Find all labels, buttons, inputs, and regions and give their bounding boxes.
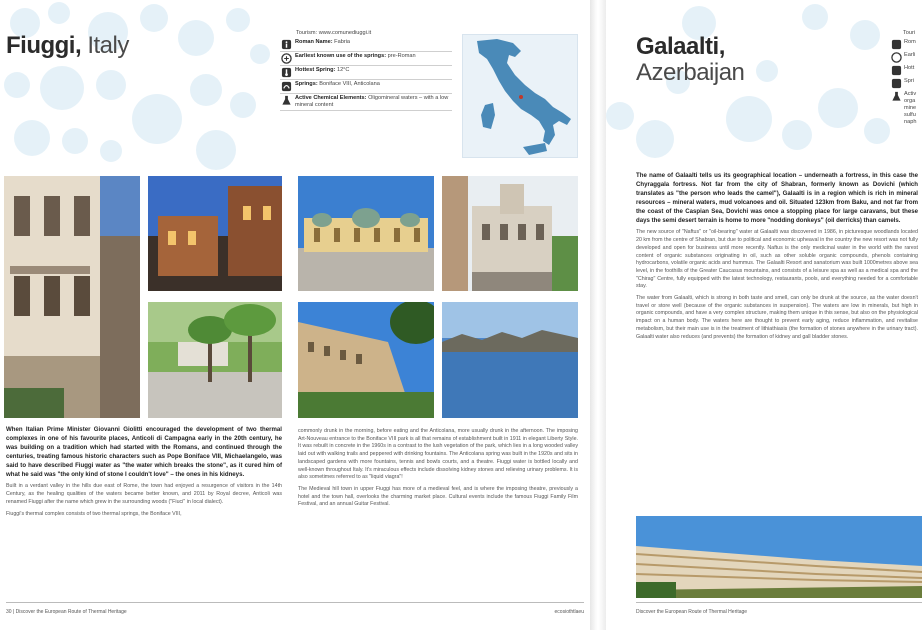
- decor-bubble: [250, 44, 270, 64]
- fact-row: [890, 78, 922, 89]
- title-country: Italy: [81, 32, 129, 59]
- decor-bubble: [62, 128, 88, 154]
- body-paragraph: The water from Galaalti, which is strong in both taste and smell, can only be drunk at the source, as the water doesn't travel or store well (because of the organic substances in suspension). The waters are low in minerals, but high in organic compounds, and have a very complex structure, making them unique in this sense, but also on the physiological impact on a human body. The waters here are thought to prevent early aging, reduce inflammation, and revitalise metabolism, but their main use is in the treatment of lithiathiasis (the formation of stones anywhere in the urinary tract). Galaalti water also reduces (and prevents) the formation of kidney and gall bladder stones.: [636, 295, 918, 340]
- flask-icon: [891, 91, 902, 102]
- decor-bubble: [818, 88, 858, 128]
- fact-label: Hottest Spring:: [295, 67, 336, 73]
- decor-bubble: [726, 96, 772, 142]
- body-paragraph: The new source of "Naftus" or "oil-bearing" water at Galaalti was discovered in 1986, in picturesque woodlands located 20 km from the centre of Shabran, but due to political and economic upheaval in the country the new resort was not fully developed and open for business until more recently. Naftus is the only medicinal water in the world with the rarest content of organic substances originating in oil, such as other soluble organic compounds, phenols containing hydrocarbons, volatile organic acids and hummus. The Galaalti Resort and sanatorium was built 1000metres above sea level, in the foothills of the Greater Caucasus mountains, and consists of a leisure spa as well as a medical spa and the "Chirag" Centre, fully equipped with the latest technology, restaurants, pools, and everything needed for a comfortable stay.: [636, 229, 918, 290]
- page-gutter: [590, 0, 606, 630]
- book-icon: [891, 52, 902, 63]
- tourism-url: Tourism: www.comunediuggi.it: [296, 30, 372, 36]
- body-paragraph: commonly drunk in the morning, before eating and the Anticolana, more usually drunk in the afternoon. The imposing Art-Nouveau entrance to the Boniface VIII park is all that remains of establishment built in 1911 in elegant Liberty Style. It was rebuilt in concrete in the 1960s in a contrast to the lush vegetation of the park, which lies in a long wooded valley laid out with walking trails and peppered with drinking fountains. The Anticolana spring was built in the 1920s and sits in landscaped gardens with more fountains, tennis and bowls courts, and a theatre. Fiuggi water is bottled locally and well-known throughout Italy. It's miraculous effects include dissolving kidney stones and relieving urinary problems. It is also sometimes referred to as "liquid viagra"!: [298, 428, 578, 481]
- body-paragraph: Fiuggi's thermal complex consists of two thermal springs, the Boniface VIII,: [6, 510, 182, 517]
- fact-label: Active Chemical Elements:: [295, 95, 367, 101]
- decor-bubble: [230, 92, 256, 118]
- photo-hotel-facade: [298, 302, 434, 418]
- page-title: [6, 32, 129, 60]
- thermometer-icon: [281, 67, 292, 78]
- fact-label: Touri: [903, 30, 916, 36]
- photo-spa-building: [298, 176, 434, 291]
- title-city: Galaalti,: [636, 33, 725, 60]
- decor-bubble: [196, 130, 236, 170]
- decor-bubble: [178, 20, 214, 56]
- decor-bubble: [14, 120, 50, 156]
- book-icon: [281, 53, 292, 64]
- decor-bubble: [864, 118, 890, 144]
- footer-page-label: Discover the European Route of Thermal Heritage: [636, 609, 748, 615]
- fact-row: [280, 38, 452, 52]
- title-city: Fiuggi,: [6, 32, 82, 59]
- facts-box-partial: [890, 30, 922, 128]
- fact-label: Hott: [904, 65, 915, 71]
- fact-value: 12°C: [335, 67, 350, 73]
- fact-label: Rom: [904, 39, 916, 45]
- fact-row: [890, 30, 922, 37]
- decor-bubble: [100, 140, 122, 162]
- page-title: [636, 34, 744, 86]
- body-paragraph: The Medieval hill town in upper Fiuggi has more of a medieval feel, and is where the imposing theatre, previously a hotel and the town hall, overlooks the charming market place. Cultural events include the famous Fiuggi Family Film Festival, and an annual Guitar Festival.: [298, 485, 578, 508]
- footer-url: ecosiothtlaeu: [554, 609, 584, 615]
- photo-palazzo: [442, 176, 578, 291]
- fact-label: Activ orga mine sulfu naph: [904, 91, 917, 125]
- page-footer: [6, 602, 584, 615]
- decor-bubble: [850, 20, 880, 50]
- spring-icon: [891, 78, 902, 89]
- photo-park-path: [148, 302, 282, 418]
- fact-row: [280, 52, 452, 66]
- photo-street-building: [4, 176, 140, 418]
- decor-bubble: [40, 66, 84, 110]
- info-icon: [891, 39, 902, 50]
- fact-row: [890, 65, 922, 76]
- intro-paragraph: When Italian Prime Minister Giovanni Giolitti encouraged the development of two thermal complexes in one of his favourite places, Anticoli di Campagna early in the 20th century, he was building on a tradition which had started with the Romans, and continued through the centuries, treating famous historic characters such as Pope Boniface VIII, Michaelangelo, was said to have described Fiuggi water as "the water which breaks the stone", as it cured him of what he said was "the only kind of stone I couldn't love" – the ones in his kidneys.: [6, 426, 282, 478]
- fact-row: [890, 52, 922, 63]
- italy-map: [462, 34, 578, 158]
- intro-paragraph: The name of Galaalti tells us its geographical location – underneath a fortress, in this case the Chyraggala fortress. Not far from the city of Shabran, formerly known as Dovichi (which translates as "the person who leads the camel"), Galaalti is in a region which is rich in mineral resources – mineral waters, mud volcanoes and oil. Situated 123km from Baku, and not far from the coast of the Caspian Sea, Dovichi was once a stopping place for large caravans, but these days the semi desert terrain is home to more "nodding donkeys" (oil derricks) than camels.: [636, 172, 918, 224]
- fact-value: pre-Roman: [386, 53, 416, 59]
- italy-map-shape: [463, 35, 579, 159]
- decor-bubble: [4, 72, 30, 98]
- fact-label: Springs:: [295, 81, 318, 87]
- decor-bubble: [636, 120, 674, 158]
- fact-label: Spri: [904, 78, 914, 84]
- flask-icon: [281, 95, 292, 106]
- photo-evening-street: [148, 176, 282, 291]
- decor-bubble: [606, 102, 634, 130]
- fact-value: Boniface VIII, Anticolana: [317, 81, 380, 87]
- photo-lake: [442, 302, 578, 418]
- photo-galaalti-resort: [636, 516, 922, 598]
- decor-bubble: [190, 74, 222, 106]
- decor-bubble: [756, 60, 778, 82]
- decor-bubble: [226, 8, 250, 32]
- thermometer-icon: [891, 65, 902, 76]
- decor-bubble: [48, 2, 70, 24]
- decor-bubble: [132, 94, 182, 144]
- decor-bubble: [140, 4, 168, 32]
- title-country: Azerbaijan: [636, 59, 745, 86]
- fact-label: Roman Name:: [295, 39, 333, 45]
- right-page: [606, 0, 922, 630]
- text-column-1: [6, 426, 282, 522]
- body-paragraph: Built in a verdant valley in the hills due east of Rome, the town had enjoyed a resurgence of visitors in the 14th Century, as the healing qualities of the waters became better known, and 2011 by Royal decree, Anticoli was renamed Fiuggi after the name which grew in the surrounding woods ("Fiuci" in local dialect).: [6, 483, 282, 505]
- fact-row: [280, 66, 452, 80]
- fact-row: [890, 39, 922, 50]
- footer-page-label: 30 | Discover the European Route of Thermal Heritage: [6, 609, 127, 615]
- fact-label: Earliest known use of the springs:: [295, 53, 387, 59]
- facts-box: [280, 30, 452, 111]
- page-footer: [636, 602, 922, 615]
- fact-row: [280, 94, 452, 111]
- spring-icon: [281, 81, 292, 92]
- fact-label: Earli: [904, 52, 916, 58]
- text-column-2: [298, 428, 578, 513]
- fact-row: [890, 91, 922, 126]
- decor-bubble: [782, 120, 812, 150]
- fact-value: Fabria: [332, 39, 351, 45]
- fact-row: [280, 80, 452, 94]
- fact-value: Oligomineral waters – with a low mineral content: [295, 95, 449, 108]
- decor-bubble: [96, 70, 126, 100]
- text-column-right: [636, 172, 918, 345]
- info-icon: [281, 39, 292, 50]
- decor-bubble: [802, 4, 828, 30]
